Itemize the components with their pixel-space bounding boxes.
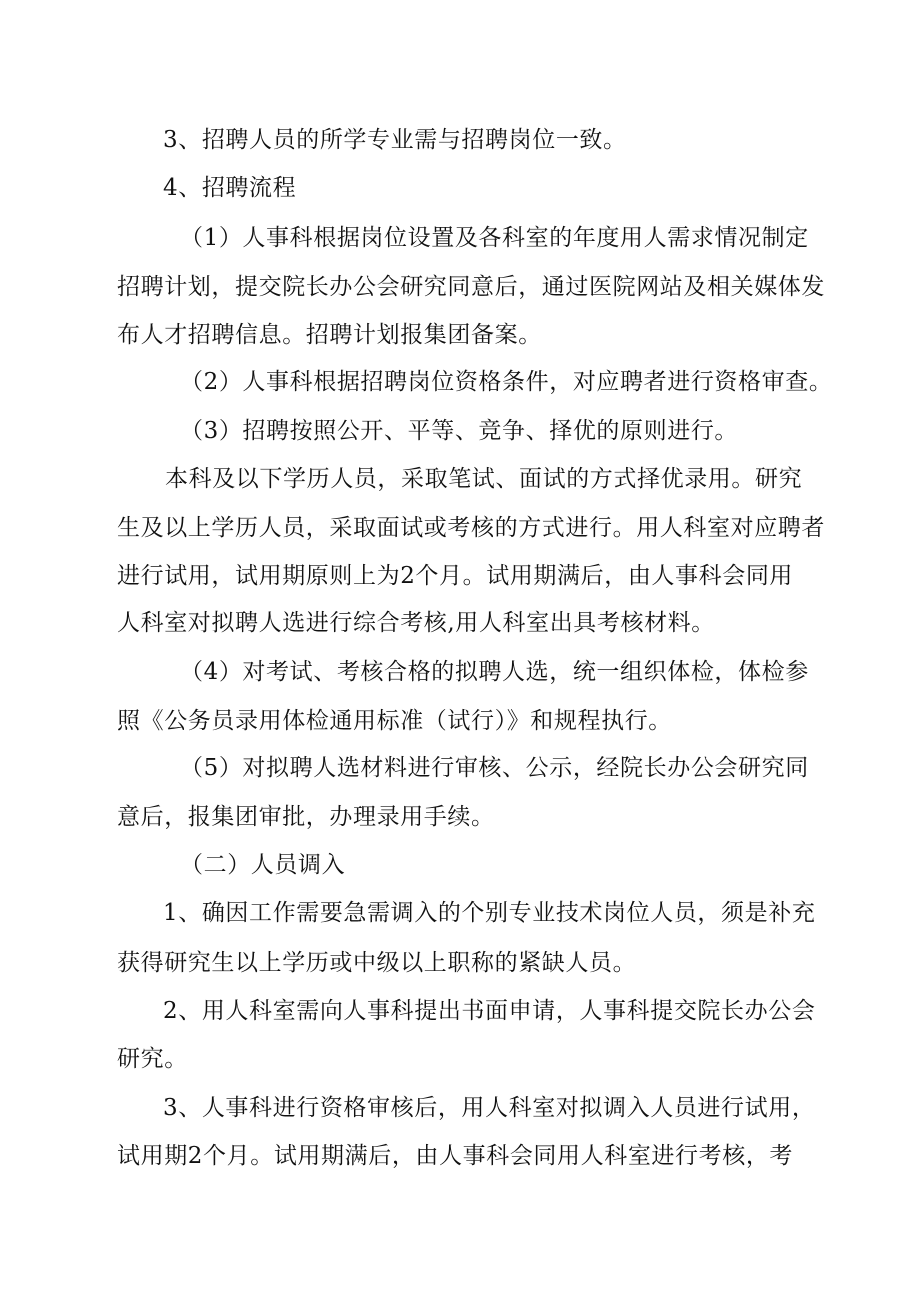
paragraph-line: （4）对考试、考核合格的拟聘人选，统一组织体检，体检参 <box>180 659 809 685</box>
paragraph-line: 1、确因工作需要急需调入的个别专业技术岗位人员，须是补充 <box>163 900 816 926</box>
paragraph-line: 照《公务员录用体检通用标准（试行）》和规程执行。 <box>117 708 672 734</box>
paragraph-line: 试用期2个月。试用期满后，由人事科会同用人科室进行考核，考 <box>117 1143 794 1169</box>
paragraph-line: 研究。 <box>117 1046 188 1072</box>
paragraph-line: （1）人事科根据岗位设置及各科室的年度用人需求情况制定 <box>180 225 809 251</box>
section-heading: （二）人员调入 <box>180 852 346 878</box>
paragraph-line: 3、人事科进行资格审核后，用人科室对拟调入人员进行试用， <box>163 1095 816 1121</box>
paragraph-line: 招聘计划，提交院长办公会研究同意后，通过医院网站及相关媒体发 <box>117 274 825 300</box>
paragraph-line: 生及以上学历人员，采取面试或考核的方式进行。用人科室对应聘者 <box>117 515 825 541</box>
paragraph-line: 进行试用，试用期原则上为2个月。试用期满后，由人事科会同用 <box>117 563 794 589</box>
paragraph-line: 2、用人科室需向人事科提出书面申请，人事科提交院长办公会 <box>163 998 816 1024</box>
paragraph-line: 获得研究生以上学历或中级以上职称的紧缺人员。 <box>117 950 637 976</box>
paragraph-line: 人科室对拟聘人选进行综合考核,用人科室出具考核材料。 <box>117 610 715 636</box>
paragraph-line: （5）对拟聘人选材料进行审核、公示，经院长办公会研究同 <box>180 755 809 781</box>
section-heading: 4、招聘流程 <box>163 175 297 201</box>
paragraph-line: （3）招聘按照公开、平等、竞争、择优的原则进行。 <box>180 418 739 444</box>
paragraph-line: 3、招聘人员的所学专业需与招聘岗位一致。 <box>163 127 627 153</box>
paragraph-line: 布人才招聘信息。招聘计划报集团备案。 <box>117 322 542 348</box>
paragraph-line: 意后，报集团审批，办理录用手续。 <box>117 804 495 830</box>
paragraph-line: 本科及以下学历人员，采取笔试、面试的方式择优录用。研究 <box>165 466 803 492</box>
paragraph-line: （2）人事科根据招聘岗位资格条件，对应聘者进行资格审查。 <box>180 369 833 395</box>
